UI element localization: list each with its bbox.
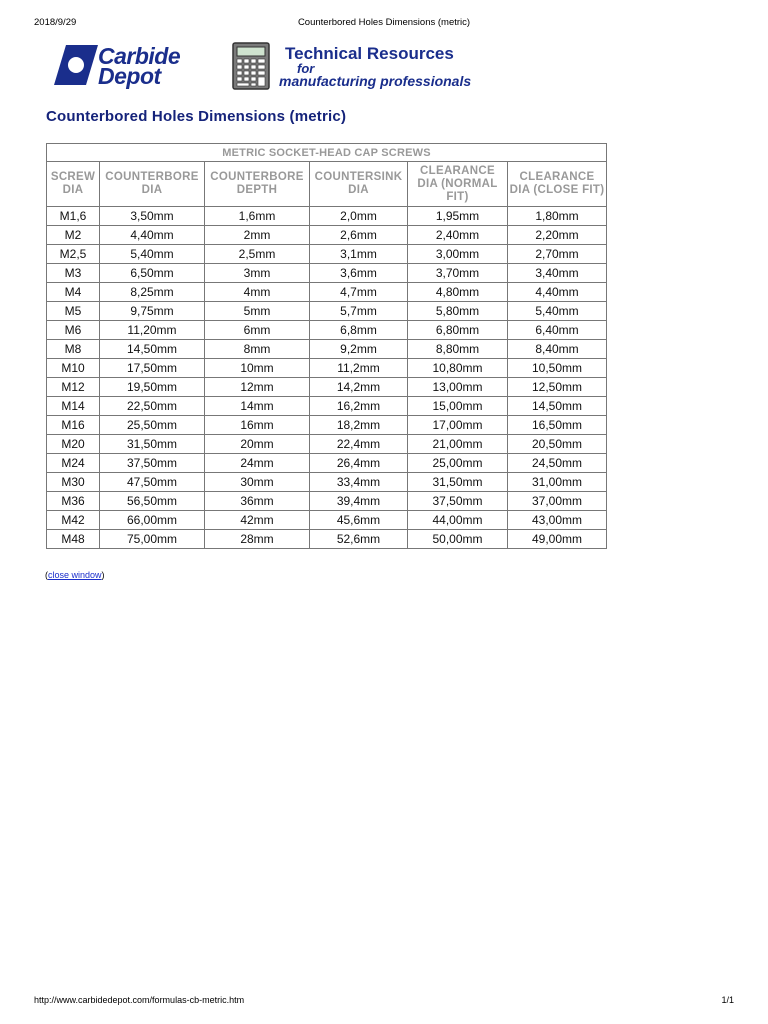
table-cell: 8,25mm bbox=[100, 283, 205, 302]
table-cell: 8mm bbox=[205, 340, 310, 359]
table-cell: 2,6mm bbox=[310, 226, 408, 245]
table-cell: 2,20mm bbox=[508, 226, 607, 245]
table-cell: 31,00mm bbox=[508, 473, 607, 492]
table-cell: 33,4mm bbox=[310, 473, 408, 492]
close-window-wrapper bbox=[45, 570, 105, 580]
table-header-row bbox=[47, 162, 607, 207]
logo-text-line1: Carbide bbox=[98, 43, 181, 69]
table-cell: M6 bbox=[47, 321, 100, 340]
calculator-icon bbox=[232, 42, 270, 90]
table-cell: 11,2mm bbox=[310, 359, 408, 378]
table-cell: 6mm bbox=[205, 321, 310, 340]
table-cell: 3mm bbox=[205, 264, 310, 283]
table-cell: 24mm bbox=[205, 454, 310, 473]
table-row bbox=[47, 492, 607, 511]
column-header: COUNTERSINK DIA bbox=[310, 162, 408, 207]
table-cell: M1,6 bbox=[47, 207, 100, 226]
table-cell: M20 bbox=[47, 435, 100, 454]
table-cell: 14mm bbox=[205, 397, 310, 416]
table-cell: 3,1mm bbox=[310, 245, 408, 264]
column-header: CLEARANCE DIA (CLOSE FIT) bbox=[508, 162, 607, 207]
table-cell: 4mm bbox=[205, 283, 310, 302]
table-cell: 39,4mm bbox=[310, 492, 408, 511]
table-cell: 12mm bbox=[205, 378, 310, 397]
table-cell: 11,20mm bbox=[100, 321, 205, 340]
tagline-line3: manufacturing professionals bbox=[279, 73, 472, 89]
table-row bbox=[47, 473, 607, 492]
table-row bbox=[47, 435, 607, 454]
table-cell: 10mm bbox=[205, 359, 310, 378]
table-cell: 75,00mm bbox=[100, 530, 205, 549]
table-row bbox=[47, 511, 607, 530]
table-cell: 47,50mm bbox=[100, 473, 205, 492]
table-row bbox=[47, 359, 607, 378]
table-cell: 4,80mm bbox=[408, 283, 508, 302]
table-cell: 10,80mm bbox=[408, 359, 508, 378]
print-date: 2018/9/29 bbox=[34, 17, 77, 28]
table-cell: M42 bbox=[47, 511, 100, 530]
table-cell: M16 bbox=[47, 416, 100, 435]
table-cell: 13,00mm bbox=[408, 378, 508, 397]
table-row bbox=[47, 283, 607, 302]
table-cell: 8,80mm bbox=[408, 340, 508, 359]
table-row bbox=[47, 207, 607, 226]
close-paren-close: ) bbox=[101, 570, 105, 580]
table-cell: 45,6mm bbox=[310, 511, 408, 530]
table-row bbox=[47, 321, 607, 340]
table-cell: 1,80mm bbox=[508, 207, 607, 226]
print-header bbox=[0, 17, 768, 31]
table-cell: 6,80mm bbox=[408, 321, 508, 340]
table-cell: 4,40mm bbox=[100, 226, 205, 245]
table-cell: 14,50mm bbox=[100, 340, 205, 359]
table-cell: 2,40mm bbox=[408, 226, 508, 245]
table-cell: 1,6mm bbox=[205, 207, 310, 226]
column-header: COUNTERBORE DIA bbox=[100, 162, 205, 207]
table-row bbox=[47, 378, 607, 397]
table-cell: 17,50mm bbox=[100, 359, 205, 378]
table-cell: M3 bbox=[47, 264, 100, 283]
table-cell: 43,00mm bbox=[508, 511, 607, 530]
table-cell: 4,7mm bbox=[310, 283, 408, 302]
close-paren-open: ( bbox=[45, 570, 48, 580]
table-cell: 2,70mm bbox=[508, 245, 607, 264]
print-url: http://www.carbidedepot.com/formulas-cb-metric.htm bbox=[34, 995, 245, 1005]
table-cell: 5mm bbox=[205, 302, 310, 321]
table-cell: 3,6mm bbox=[310, 264, 408, 283]
tagline-line2: for bbox=[297, 61, 315, 76]
table-cell: 22,4mm bbox=[310, 435, 408, 454]
table-body bbox=[47, 207, 607, 549]
table-cell: M2 bbox=[47, 226, 100, 245]
table-cell: 2mm bbox=[205, 226, 310, 245]
table-cell: 9,2mm bbox=[310, 340, 408, 359]
table-cell: 2,0mm bbox=[310, 207, 408, 226]
table-cell: 37,50mm bbox=[408, 492, 508, 511]
table-cell: M24 bbox=[47, 454, 100, 473]
table-cell: 56,50mm bbox=[100, 492, 205, 511]
table-cell: 20mm bbox=[205, 435, 310, 454]
column-header: SCREW DIA bbox=[47, 162, 100, 207]
column-header: CLEARANCE DIA (NORMAL FIT) bbox=[408, 162, 508, 207]
table-row bbox=[47, 530, 607, 549]
table-cell: 31,50mm bbox=[408, 473, 508, 492]
close-window-link[interactable]: close window bbox=[48, 570, 102, 580]
page-title: Counterbored Holes Dimensions (metric) bbox=[46, 108, 347, 125]
table-cell: 49,00mm bbox=[508, 530, 607, 549]
dimensions-table bbox=[46, 143, 607, 549]
table-cell: 16,50mm bbox=[508, 416, 607, 435]
table-cell: 26,4mm bbox=[310, 454, 408, 473]
table-cell: 6,50mm bbox=[100, 264, 205, 283]
table-row bbox=[47, 264, 607, 283]
table-cell: 4,40mm bbox=[508, 283, 607, 302]
table-cell: 16mm bbox=[205, 416, 310, 435]
table-cell: 10,50mm bbox=[508, 359, 607, 378]
table-cell: 3,70mm bbox=[408, 264, 508, 283]
table-cell: 6,40mm bbox=[508, 321, 607, 340]
table-cell: M14 bbox=[47, 397, 100, 416]
table-cell: 22,50mm bbox=[100, 397, 205, 416]
table-cell: 30mm bbox=[205, 473, 310, 492]
tagline-line1: Technical Resources bbox=[285, 44, 454, 63]
table-cell: M30 bbox=[47, 473, 100, 492]
logo-text-line2: Depot bbox=[98, 63, 161, 89]
table-row bbox=[47, 397, 607, 416]
carbide-depot-logo[interactable] bbox=[54, 43, 214, 89]
table-cell: M10 bbox=[47, 359, 100, 378]
table-cell: 5,80mm bbox=[408, 302, 508, 321]
table-row bbox=[47, 416, 607, 435]
table-row bbox=[47, 340, 607, 359]
table-cell: 19,50mm bbox=[100, 378, 205, 397]
table-cell: 14,2mm bbox=[310, 378, 408, 397]
table-cell: 8,40mm bbox=[508, 340, 607, 359]
table-cell: 3,40mm bbox=[508, 264, 607, 283]
table-cell: 25,00mm bbox=[408, 454, 508, 473]
print-page-number: 1/1 bbox=[721, 995, 734, 1005]
table-cell: 18,2mm bbox=[310, 416, 408, 435]
table-cell: M8 bbox=[47, 340, 100, 359]
column-header: COUNTERBORE DEPTH bbox=[205, 162, 310, 207]
table-cell: M4 bbox=[47, 283, 100, 302]
table-cell: 37,50mm bbox=[100, 454, 205, 473]
table-row bbox=[47, 302, 607, 321]
table-cell: 5,7mm bbox=[310, 302, 408, 321]
table-cell: 52,6mm bbox=[310, 530, 408, 549]
table-cell: 37,00mm bbox=[508, 492, 607, 511]
table-cell: 20,50mm bbox=[508, 435, 607, 454]
table-cell: 17,00mm bbox=[408, 416, 508, 435]
table-cell: M36 bbox=[47, 492, 100, 511]
table-cell: 25,50mm bbox=[100, 416, 205, 435]
table-cell: 42mm bbox=[205, 511, 310, 530]
logo-square-icon bbox=[54, 45, 98, 85]
table-cell: 2,5mm bbox=[205, 245, 310, 264]
table-cell: M48 bbox=[47, 530, 100, 549]
table-cell: 5,40mm bbox=[100, 245, 205, 264]
table-cell: 15,00mm bbox=[408, 397, 508, 416]
table-cell: 44,00mm bbox=[408, 511, 508, 530]
table-cell: M12 bbox=[47, 378, 100, 397]
table-cell: 28mm bbox=[205, 530, 310, 549]
table-cell: 31,50mm bbox=[100, 435, 205, 454]
table-row bbox=[47, 245, 607, 264]
table-cell: 66,00mm bbox=[100, 511, 205, 530]
table-cell: 3,50mm bbox=[100, 207, 205, 226]
table-cell: 5,40mm bbox=[508, 302, 607, 321]
table-cell: 21,00mm bbox=[408, 435, 508, 454]
table-row bbox=[47, 454, 607, 473]
table-cell: 50,00mm bbox=[408, 530, 508, 549]
print-document-title: Counterbored Holes Dimensions (metric) bbox=[297, 17, 471, 28]
table-cell: 9,75mm bbox=[100, 302, 205, 321]
table-cell: 3,00mm bbox=[408, 245, 508, 264]
table-caption: METRIC SOCKET-HEAD CAP SCREWS bbox=[47, 144, 607, 162]
table-cell: M5 bbox=[47, 302, 100, 321]
table-row bbox=[47, 226, 607, 245]
table-cell: M2,5 bbox=[47, 245, 100, 264]
table-cell: 1,95mm bbox=[408, 207, 508, 226]
table-cell: 36mm bbox=[205, 492, 310, 511]
table-cell: 12,50mm bbox=[508, 378, 607, 397]
table-cell: 24,50mm bbox=[508, 454, 607, 473]
table-cell: 16,2mm bbox=[310, 397, 408, 416]
table-cell: 6,8mm bbox=[310, 321, 408, 340]
table-cell: 14,50mm bbox=[508, 397, 607, 416]
